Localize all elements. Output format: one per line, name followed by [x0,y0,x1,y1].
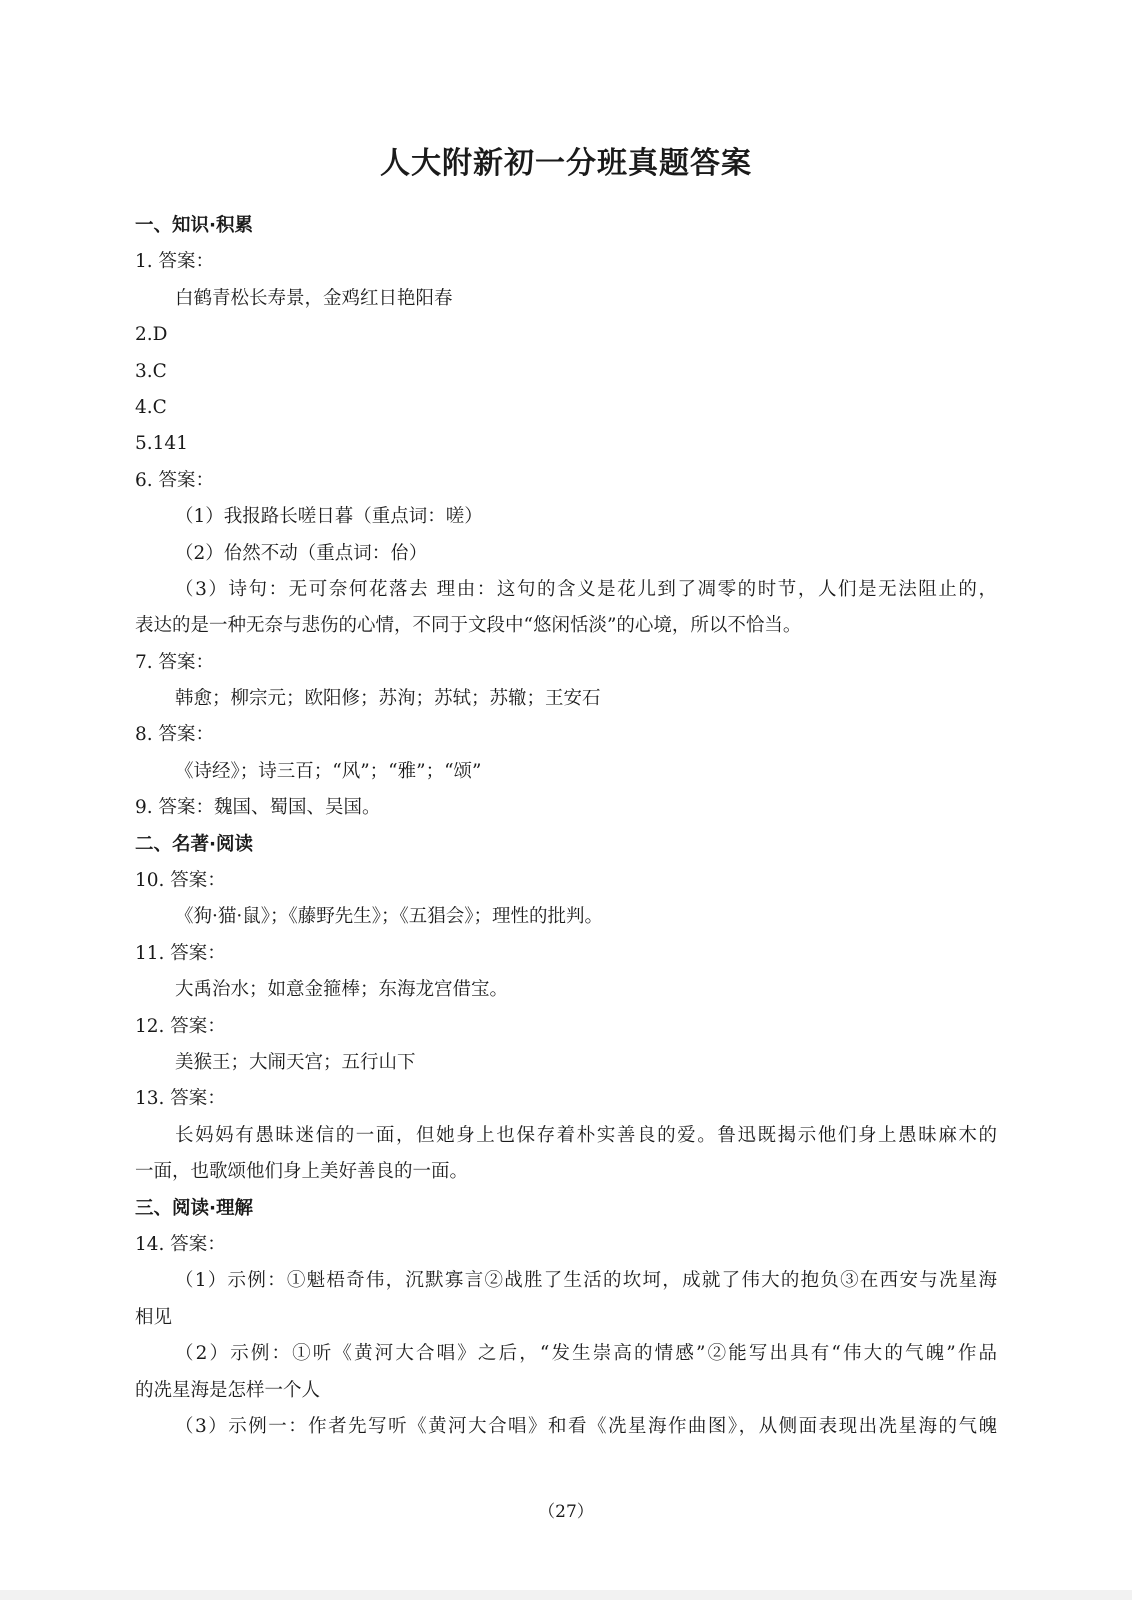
text-line: 白鹤青松长寿景，金鸡红日艳阳春 [175,287,453,309]
text-line: 10. 答案： [135,870,226,892]
text-line: 韩愈；柳宗元；欧阳修；苏洵；苏轼；苏辙；王安石 [175,688,601,710]
text-line: （1）我报路长嗟日暮（重点词：嗟） [175,506,483,528]
text-line: 14. 答案： [135,1233,226,1255]
text-line: 8. 答案： [135,724,215,746]
text-line: 《诗经》；诗三百；“风”；“雅”；“颂” [175,760,482,782]
text-line: 13. 答案： [135,1088,226,1110]
text-line: 的冼星海是怎样一个人 [135,1379,321,1401]
text-line: （2）示例：①听《黄河大合唱》之后，“发生崇高的情感”②能写出具有“伟大的气魄”作品 [175,1343,997,1365]
page-title: 人大附新初一分班真题答案 [380,146,752,181]
text-line: 1. 答案： [135,251,215,273]
page-number: （27） [538,1502,594,1522]
text-line: 大禹治水；如意金箍棒；东海龙宫借宝。 [175,979,509,1001]
text-line: 11. 答案： [135,942,226,964]
text-line: 4.C [135,396,167,418]
section-heading: 二、名著·阅读 [135,833,254,855]
text-line: 表达的是一种无奈与悲伤的心情，不同于文段中“悠闲恬淡”的心境，所以不恰当。 [135,615,802,637]
section-heading: 三、阅读·理解 [135,1197,254,1219]
text-line: 相见 [135,1306,173,1328]
section-heading: 一、知识·积累 [135,215,254,236]
text-line: 3.C [135,360,167,382]
text-line: 一面，也歌颂他们身上美好善良的一面。 [135,1161,469,1183]
text-line: 7. 答案： [135,651,215,673]
text-line: （3）示例一：作者先写听《黄河大合唱》和看《冼星海作曲图》，从侧面表现出冼星海的气魄 [175,1415,997,1437]
text-line: 12. 答案： [135,1015,226,1037]
text-line: 9. 答案：魏国、蜀国、吴国。 [135,797,381,819]
text-line: 长妈妈有愚昧迷信的一面，但她身上也保存着朴实善良的爱。鲁迅既揭示他们身上愚昧麻木的 [175,1124,997,1146]
text-line: 2.D [135,324,168,346]
text-line: 美猴王；大闹天宫；五行山下 [175,1051,416,1073]
answer-content [135,208,997,1445]
text-line: 《狗·猫·鼠》；《藤野先生》；《五猖会》；理性的批判。 [175,906,604,928]
text-line: （1）示例：①魁梧奇伟，沉默寡言②战胜了生活的坎坷，成就了伟大的抱负③在西安与冼星海 [175,1270,997,1292]
page-bottom-edge [0,1590,1132,1600]
text-line: （3）诗句：无可奈何花落去 理由：这句的含义是花儿到了凋零的时节，人们是无法阻止的， [175,578,997,600]
text-line: 6. 答案： [135,469,215,491]
text-line: 5.141 [135,433,188,455]
text-line: （2）佁然不动（重点词：佁） [175,542,428,564]
